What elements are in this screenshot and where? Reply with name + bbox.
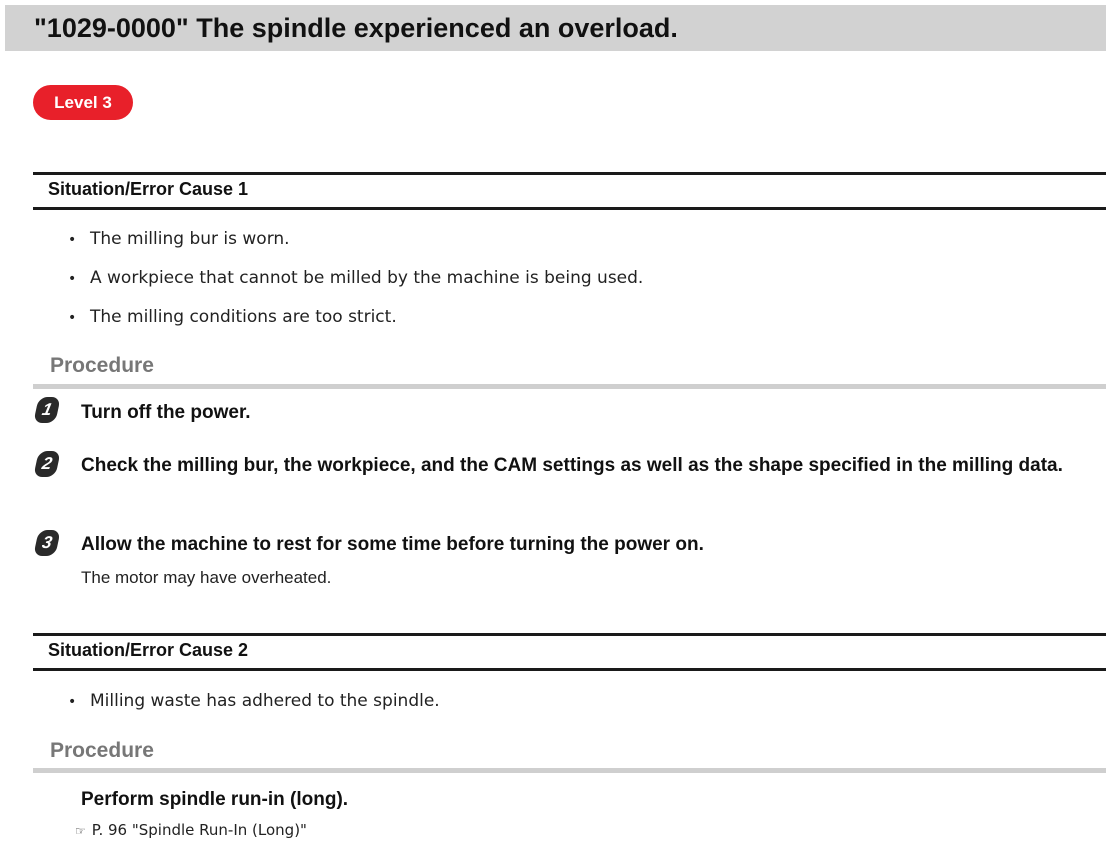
step-1-text: Turn off the power.	[81, 402, 251, 423]
procedure-title-2: Procedure	[50, 739, 154, 762]
step-2-text: Check the milling bur, the workpiece, and the CAM settings as well as the shape specified in the milling data.	[81, 455, 1063, 476]
cause-1-bullet-3	[68, 307, 397, 327]
page-title: "1029-0000" The spindle experienced an overload.	[34, 13, 678, 43]
reference-link[interactable]	[75, 821, 307, 839]
title-bar	[5, 5, 1106, 51]
bullet-text: The milling conditions are too strict.	[90, 307, 397, 327]
step-1-number-icon: 1	[33, 397, 61, 423]
cause-2-bullet-1	[68, 691, 440, 711]
step-3-number-icon: 3	[33, 530, 61, 556]
step-3-text: Allow the machine to rest for some time before turning the power on.	[81, 534, 704, 555]
bullet-icon: •	[68, 310, 77, 326]
bullet-icon: •	[68, 271, 77, 287]
cause-2-header-label: Situation/Error Cause 2	[48, 640, 249, 660]
cause-1-header-label: Situation/Error Cause 1	[48, 179, 249, 199]
bullet-text: Milling waste has adhered to the spindle.	[90, 691, 440, 711]
cause-2-action: Perform spindle run-in (long).	[81, 789, 349, 810]
cause-1-bullet-1	[68, 229, 290, 249]
procedure-rule-2	[33, 768, 1106, 773]
bullet-icon: •	[68, 694, 77, 710]
bullet-text: The milling bur is worn.	[90, 229, 290, 249]
reference-text: P. 96 "Spindle Run-In (Long)"	[91, 821, 307, 839]
step-2-number-icon: 2	[33, 451, 61, 477]
cause-2-header	[33, 633, 1106, 671]
procedure-rule-1	[33, 384, 1106, 389]
bullet-text: A workpiece that cannot be milled by the machine is being used.	[90, 268, 644, 288]
cause-1-header	[33, 172, 1106, 210]
bullet-icon: •	[68, 232, 77, 248]
procedure-title-1: Procedure	[50, 354, 154, 377]
pointing-hand-icon: ☞	[75, 824, 86, 838]
level-badge: Level 3	[33, 85, 133, 120]
cause-1-bullet-2	[68, 268, 643, 288]
step-3-note: The motor may have overheated.	[81, 568, 332, 587]
